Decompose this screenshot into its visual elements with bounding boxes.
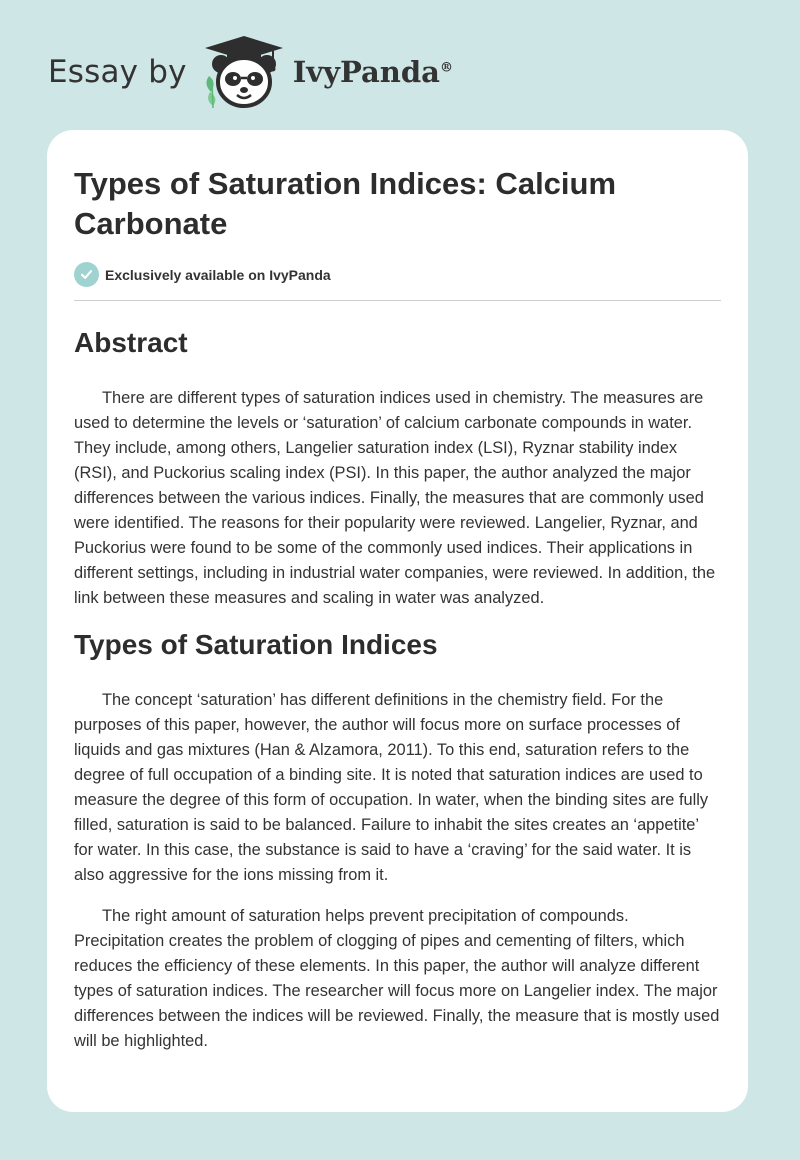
registered-mark: ®: [439, 59, 453, 75]
article-card: [47, 130, 748, 1112]
section-heading-abstract: Abstract: [74, 327, 188, 358]
types-paragraph-1: The concept ‘saturation’ has different definitions in the chemistry field. For the purposes of this paper, however, the author will focus more on surface processes of liquids and gas mixtures (Han & Alzamora, 2011). To this end, saturation refers to the degree of full occupation of a binding site. It is noted that saturation indices are used to measure the degree of this form of occupation. In water, when the binding sites are fully filled, saturation is said to be balanced. Failure to inhabit the sites creates an ‘appetite’ for water. In this case, the substance is said to have a ‘craving’ for the said water. It is also aggressive for the ions missing from it.: [74, 691, 709, 884]
essay-by-label: Essay by: [48, 53, 187, 90]
panda-graduate-logo-icon[interactable]: [201, 34, 287, 110]
brand-name[interactable]: [292, 54, 453, 89]
article-title: Types of Saturation Indices: Calcium Carbonate: [74, 166, 617, 241]
section-heading-types: Types of Saturation Indices: [74, 629, 438, 660]
abstract-paragraph: There are different types of saturation indices used in chemistry. The measures are used to determine the levels or ‘saturation’ of calcium carbonate compounds in water. They include, among others, Langelier saturation index (LSI), Ryznar stability index (RSI), and Puckorius scaling index (PSI). In this paper, the author analyzed the major differences between the various indices. Finally, the measures that are commonly used were identified. The reasons for their popularity were reviewed. Langelier, Ryznar, and Puckorius were found to be some of the commonly used indices. Their applications in different settings, including in industrial water companies, were reviewed. In addition, the link between these measures and scaling in water was analyzed.: [74, 389, 716, 607]
brand-text: IvyPanda: [292, 54, 440, 89]
check-circle-icon: [74, 262, 99, 287]
exclusive-badge: [74, 262, 721, 287]
site-header: [48, 34, 453, 110]
badge-text: Exclusively available on IvyPanda: [105, 266, 331, 283]
types-paragraph-2: The right amount of saturation helps prevent precipitation of compounds. Precipitation creates the problem of clogging of pipes and cementing of filters, which reduces the efficiency of these elements. In this paper, the author will analyze different types of saturation indices. The researcher will focus more on Langelier index. The major differences between the indices will be reviewed. Finally, the measure that is mostly used will be highlighted.: [74, 907, 720, 1050]
divider: [74, 300, 721, 301]
